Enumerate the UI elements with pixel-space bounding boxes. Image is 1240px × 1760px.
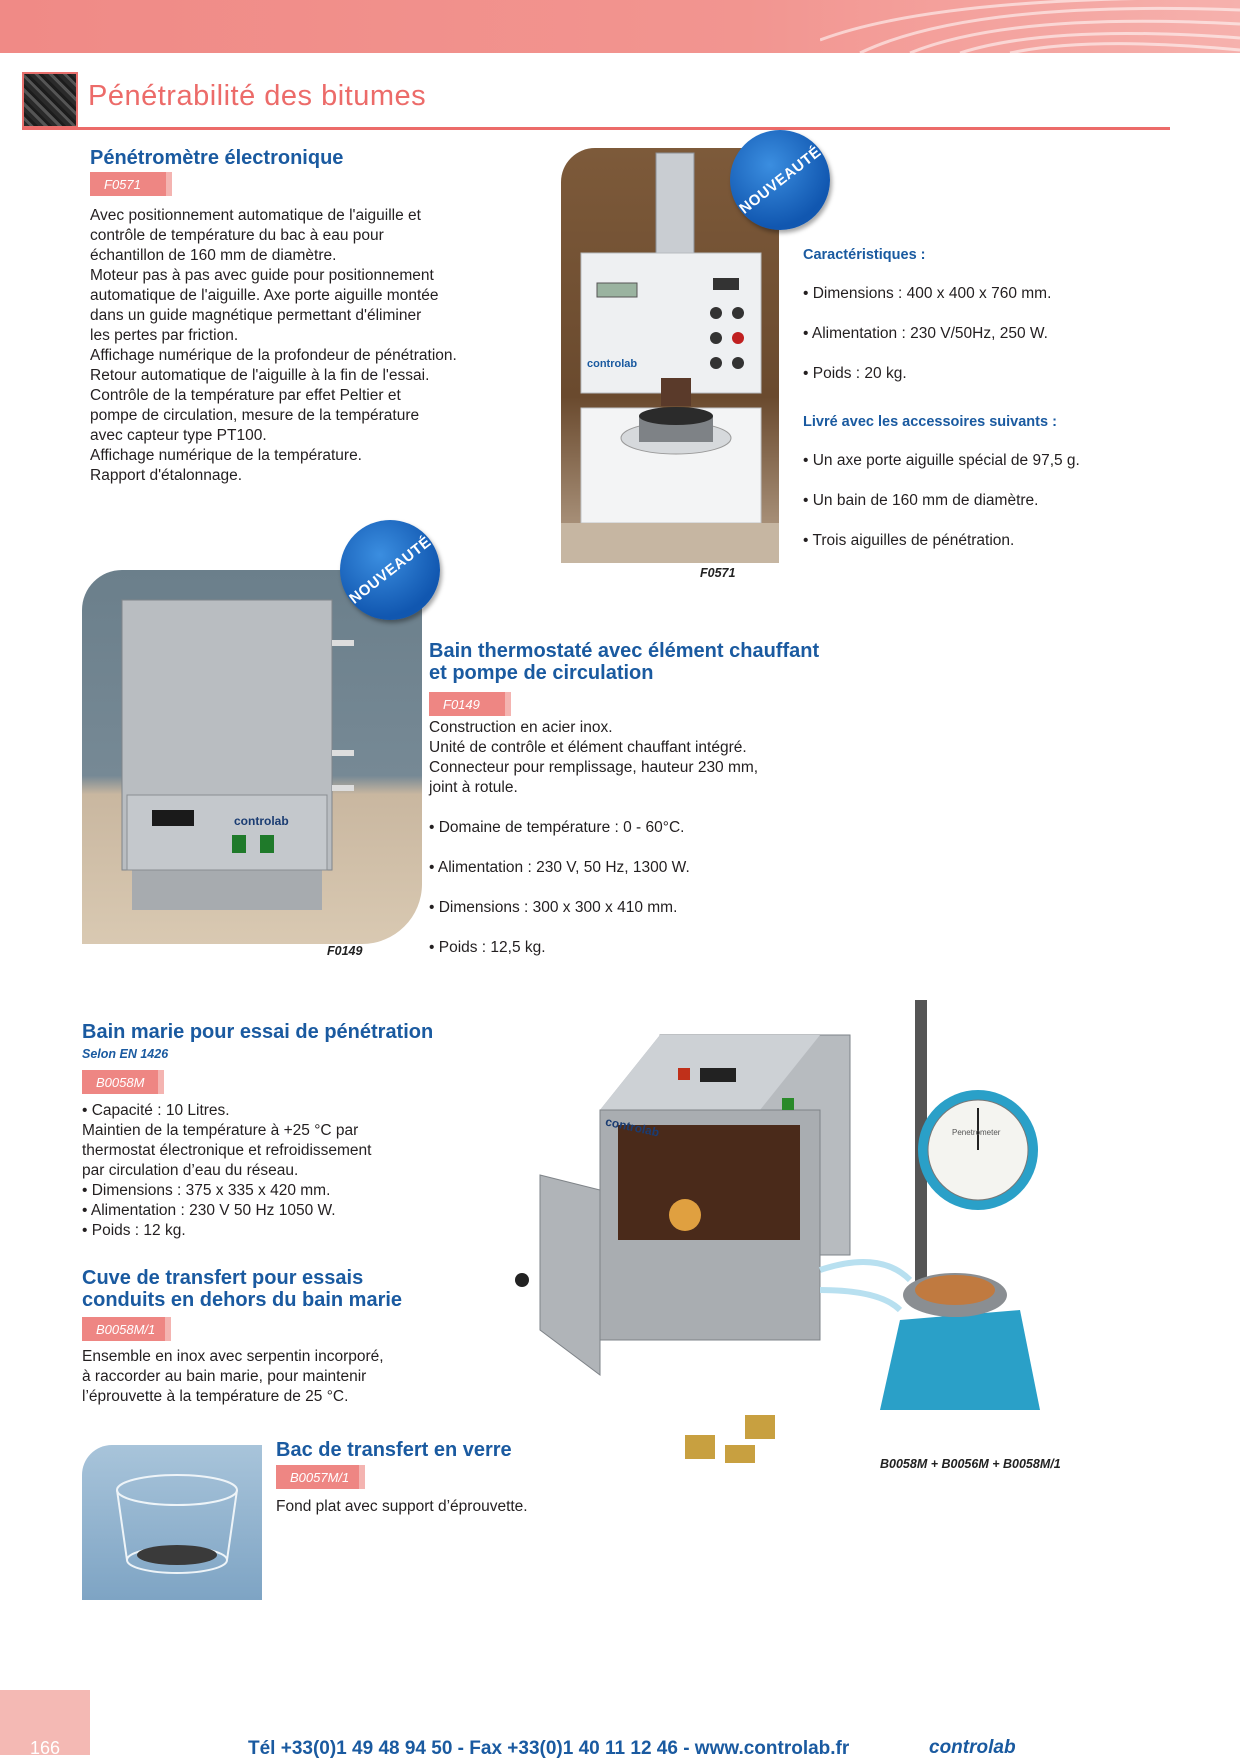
section2-bullets (429, 798, 849, 978)
f0571-photo-logo: controlab (587, 358, 638, 370)
tire-tread-icon (22, 72, 78, 128)
accessory-item: • Un axe porte aiguille spécial de 97,5 g. (803, 452, 1080, 469)
footer-contact: Tél +33(0)1 49 48 94 50 - Fax +33(0)1 40 11 12 46 - www.controlab.fr (248, 1738, 850, 1759)
section2-description: Construction en acier inox. Unité de contrôle et élément chauffant intégré. Connecteur pour remplissage, hauteur 230 mm, joint à rotule. (429, 719, 759, 796)
section1-ref-tag (90, 172, 172, 196)
accessory-item: • Un bain de 160 mm de diamètre. (803, 492, 1039, 509)
section2-ref: F0149 (429, 692, 511, 716)
f0571-caption: F0571 (700, 566, 736, 580)
accessory-item: • Trois aiguilles de pénétration. (803, 532, 1015, 549)
characteristic-item: • Alimentation : 230 V/50Hz, 250 W. (803, 325, 1048, 342)
section1-badge-label: NOUVEAUTÉ (735, 142, 825, 218)
f0149-caption: F0149 (327, 944, 363, 958)
glass-dish-illustration (82, 1445, 262, 1600)
section2-new-badge (340, 520, 440, 620)
section3-description: • Capacité : 10 Litres. Maintien de la température à +25 °C par thermostat électronique et refroidissement par circulation d’eau du réseau. • Dimensions : 375 x 335 x 420 mm. • Alimentation : 230 V 50 Hz 1050 W. • Poids : 12 kg. (82, 1102, 372, 1239)
f0149-photo-logo: controlab (234, 814, 289, 828)
section4-description: Ensemble en inox avec serpentin incorporé, à raccorder au bain marie, pour maintenir l’éprouvette à la température de 25 °C. (82, 1348, 384, 1405)
section1-ref: F0571 (90, 172, 172, 196)
section3-standard: Selon EN 1426 (82, 1047, 169, 1061)
section4-ref: B0058M/1 (82, 1317, 171, 1341)
characteristic-item: • Poids : 20 kg. (803, 365, 907, 382)
section2-heading-line2: et pompe de circulation (429, 662, 654, 684)
section2-heading (429, 640, 819, 684)
section4-heading-line2: conduits en dehors du bain marie (82, 1289, 403, 1311)
spec-item: • Poids : 12,5 kg. (429, 939, 546, 956)
spec-item: • Alimentation : 230 V, 50 Hz, 1300 W. (429, 859, 690, 876)
accessories-title: Livré avec les accessoires suivants : (803, 414, 1057, 430)
section3-ref-tag (82, 1070, 164, 1094)
b0058m-caption: B0058M + B0056M + B0058M/1 (880, 1457, 1061, 1471)
section3-ref: B0058M (82, 1070, 164, 1094)
footer-logo: controlab (929, 1737, 1016, 1758)
section5-ref-tag (276, 1465, 365, 1489)
characteristics-title: Caractéristiques : (803, 247, 926, 263)
dial-label: Penetrometer (952, 1128, 1001, 1137)
characteristic-item: • Dimensions : 400 x 400 x 760 mm. (803, 285, 1052, 302)
title-divider (22, 127, 1170, 130)
b0058m-photo-logo: controlab (604, 1114, 661, 1140)
section3-heading: Bain marie pour essai de pénétration (82, 1021, 434, 1043)
spec-item: • Dimensions : 300 x 300 x 410 mm. (429, 899, 678, 916)
section4-heading (82, 1267, 402, 1311)
section2-heading-line1: Bain thermostaté avec élément chauffant (429, 640, 820, 662)
section4-heading-line1: Cuve de transfert pour essais (82, 1267, 364, 1289)
section1-heading: Pénétromètre électronique (90, 147, 344, 169)
section1-new-badge (730, 130, 830, 230)
section5-description: Fond plat avec support d’éprouvette. (276, 1498, 528, 1515)
section2-badge-label: NOUVEAUTÉ (345, 532, 435, 608)
water-bath-penetrometer-photo (500, 990, 1060, 1465)
section4-ref-tag (82, 1317, 171, 1341)
section1-description: Avec positionnement automatique de l'aiguille et contrôle de température du bac à eau pour échantillon de 160 mm de diamètre. Moteur pas à pas avec guide pour positionnement automatique de l'aiguille. Axe porte aiguille montée dans un guide magnétique permettant d'éliminer les pertes par friction. Affichage numérique de la profondeur de pénétration. Retour automatique de l'aiguille à la fin de l'essai. Contrôle de la température par effet Peltier et pompe de circulation, mesure de la température avec capteur type PT100. Affichage numérique de la température. Rapport d'étalonnage. (90, 207, 457, 484)
spec-item: • Domaine de température : 0 - 60°C. (429, 819, 685, 836)
page-title: Pénétrabilité des bitumes (88, 80, 427, 112)
header-swirl-decoration (820, 0, 1240, 53)
section2-ref-tag (429, 692, 511, 716)
section5-heading: Bac de transfert en verre (276, 1439, 512, 1461)
section1-characteristics (803, 247, 1223, 571)
page-number: 166 (29, 1738, 61, 1758)
thermostatic-bath-illustration (82, 570, 422, 944)
glass-dish-photo (82, 1445, 262, 1600)
f0149-product-photo (82, 570, 422, 944)
section5-ref: B0057M/1 (276, 1465, 365, 1489)
